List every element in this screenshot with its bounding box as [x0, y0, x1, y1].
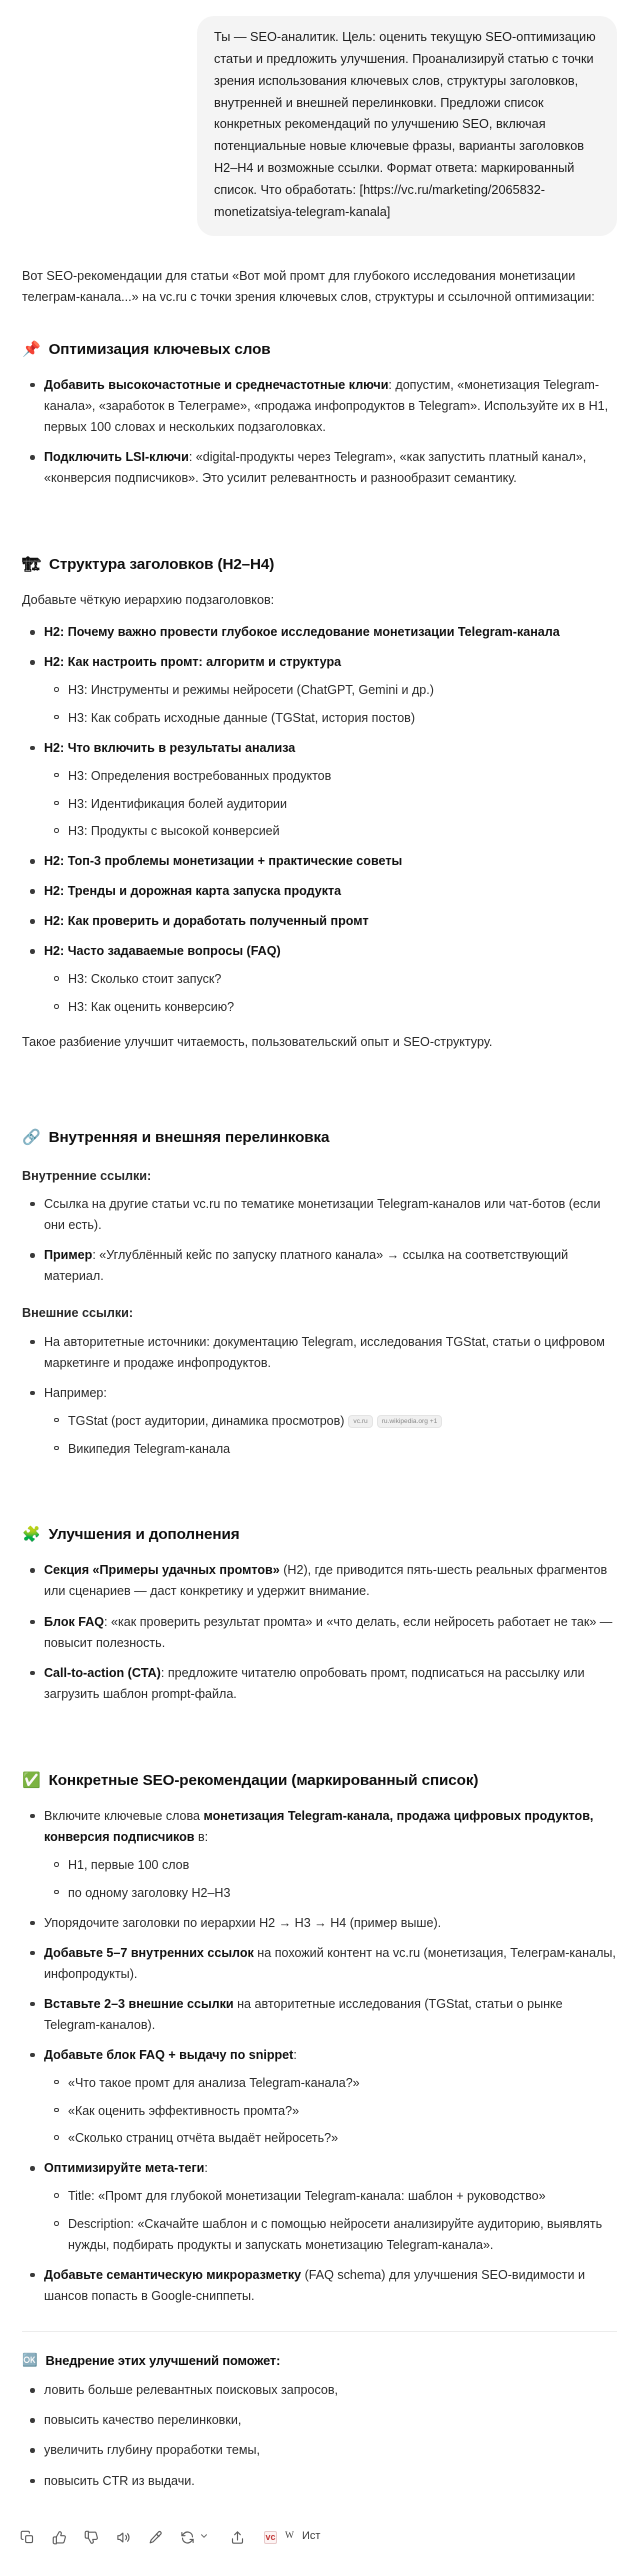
item-lead: Добавьте блок FAQ + выдачу по snippet	[44, 2047, 294, 2062]
item-rest: : «Углублённый кейс по запуску платного канала» → ссылка на соответствующий материал.	[44, 1248, 569, 1284]
subheading-internal-links: Внутренние ссылки:	[22, 1168, 152, 1183]
chevron-down-icon[interactable]	[199, 2527, 209, 2547]
item-lead: Call-to-action (CTA)	[44, 1665, 161, 1680]
list-item: H3: Сколько стоит запуск?	[68, 969, 617, 990]
list-item	[44, 447, 617, 489]
speaker-icon[interactable]	[114, 2528, 133, 2547]
item-text: Ссылка на другие статьи vc.ru по тематике монетизации Telegram-каналов или чат-ботов (если они есть).	[44, 1196, 601, 1232]
list-item	[44, 941, 617, 1018]
pushpin-icon: 📌	[22, 340, 41, 358]
heading-node: H2: Тренды и дорожная карта запуска продукта	[44, 884, 342, 899]
intro-paragraph: Вот SEO-рекомендации для статьи «Вот мой промт для глубокого исследования монетизации телеграм-канала...» на vc.ru с точки зрения ключевых слов, структуры и ссылочной оптимизации:	[22, 268, 595, 305]
section-title: Оптимизация ключевых слов	[48, 340, 271, 358]
section-heading-structure	[22, 554, 617, 576]
meta-tags-children	[44, 2186, 617, 2255]
heading-node: H2: Топ-3 проблемы монетизации + практические советы	[44, 854, 403, 868]
item-rest: (H2), где приводится пять-шесть реальных фрагментов или сценариев — даст конкретику и удержит внимание.	[44, 1563, 608, 1599]
footer-benefits-list	[22, 2380, 617, 2491]
thumbs-up-icon[interactable]	[50, 2528, 69, 2547]
list-item	[44, 2265, 617, 2307]
headings-tree	[22, 622, 617, 1018]
favicon-wikipedia-icon: W	[285, 2531, 294, 2542]
recommendations-list	[22, 1806, 617, 2307]
item-rest: : предложите читателю опробовать промт, подписаться на рассылку или загрузить шаблон prompt-файла.	[44, 1665, 585, 1701]
section-heading-improvements	[22, 1524, 617, 1546]
item-lead: Добавьте семантическую микроразметку	[44, 2267, 302, 2282]
item-rest: (FAQ schema) для улучшения SEO-видимости и шансов попасть в Google-сниппеты.	[44, 2267, 586, 2303]
item-lead: Добавьте 5–7 внутренних ссылок	[44, 1945, 254, 1960]
item-prefix: Включите ключевые слова	[44, 1808, 204, 1823]
list-item	[44, 1245, 617, 1287]
list-item	[44, 2045, 617, 2149]
section-divider	[22, 2331, 617, 2332]
list-item	[44, 1943, 617, 1985]
heading-children	[44, 969, 617, 1018]
list-item	[44, 1994, 617, 2036]
list-item	[44, 375, 617, 438]
list-item: «Что такое промт для анализа Telegram-канала?»	[68, 2073, 617, 2094]
list-item: H3: Определения востребованных продуктов	[68, 766, 617, 787]
list-item	[44, 1612, 617, 1654]
list-item	[44, 622, 617, 643]
construction-icon: 🏗	[22, 556, 41, 574]
list-item	[68, 1411, 617, 1432]
heading-children	[44, 766, 617, 842]
list-item	[44, 851, 617, 872]
external-sources-list	[44, 1411, 617, 1460]
section-heading-recommendations	[22, 1770, 617, 1792]
regenerate-group[interactable]	[178, 2527, 209, 2547]
message-actions-toolbar	[0, 2522, 639, 2552]
item-lead: Блок FAQ	[44, 1614, 105, 1629]
list-item	[44, 2158, 617, 2255]
link-icon: 🔗	[22, 1129, 41, 1147]
sources-group[interactable]	[264, 2528, 320, 2546]
item-rest: :	[293, 2047, 297, 2062]
external-links-list	[22, 1332, 617, 1460]
user-message-bubble[interactable]: Ты — SEO-аналитик. Цель: оценить текущую SEO-оптимизацию статьи и предложить улучшения. Проанализируй статью с точки зрения использования ключевых слов, структуры заголовков, внутренней и внешней перелинковки. Предложи список конкретных рекомендаций по улучшению SEO, включая потенциальные новые ключевые фразы, варианты заголовков H2–H4 и возможные ссылки. Формат ответа: маркированный список. Что обработать: [https://vc.ru/marketing/2065832-monetizatsiya-telegram-kanala]	[197, 16, 617, 236]
check-mark-icon: ✅	[22, 1771, 41, 1789]
item-rest: :	[204, 2161, 208, 2176]
list-item	[44, 911, 617, 932]
source-text: TGStat (рост аудитории, динамика просмотров)	[68, 1413, 345, 1428]
list-item: H3: Идентификация болей аудитории	[68, 794, 617, 815]
share-icon[interactable]	[228, 2528, 247, 2547]
item-lead: монетизация Telegram-канала, продажа цифровых продуктов, конверсия подписчиков	[44, 1808, 594, 1844]
list-item: повысить CTR из выдачи.	[44, 2471, 617, 2492]
list-item	[44, 881, 617, 902]
heading-node: H2: Что включить в результаты анализа	[44, 740, 296, 755]
list-item: H1, первые 100 слов	[68, 1855, 617, 1876]
section-heading-linking	[22, 1127, 617, 1149]
source-chip-wikipedia[interactable]: ru.wikipedia.org +1	[377, 1415, 443, 1428]
list-item	[44, 652, 617, 729]
heading-node: H2: Почему важно провести глубокое исследование монетизации Telegram-канала	[44, 625, 560, 640]
list-item	[44, 1383, 617, 1460]
internal-links-list	[22, 1194, 617, 1287]
refresh-icon[interactable]	[178, 2528, 197, 2547]
list-item	[44, 1913, 617, 1934]
list-item: «Как оценить эффективность промта?»	[68, 2101, 617, 2122]
list-item: Description: «Скачайте шаблон и с помощью нейросети анализируйте аудиторию, выявлять нужды, подбирать продукты и запускать монетизацию Telegram-канала».	[68, 2214, 617, 2256]
list-item: H3: Как собрать исходные данные (TGStat, история постов)	[68, 708, 617, 729]
thumbs-down-icon[interactable]	[82, 2528, 101, 2547]
item-rest: : допустим, «монетизация Telegram-канала», «заработок в Телеграме», «продажа инфопродуктов в Telegram». Используйте их в H1, первых 100 словах и нескольких подзаголовках.	[44, 377, 609, 435]
heading-node: H2: Часто задаваемые вопросы (FAQ)	[44, 944, 281, 959]
item-lead: Добавить высокочастотные и среднечастотные ключи	[44, 377, 389, 392]
list-item	[44, 1560, 617, 1602]
user-message-row	[0, 0, 639, 236]
puzzle-piece-icon: 🧩	[22, 1526, 41, 1544]
footer-title: Внедрение этих улучшений поможет:	[45, 2352, 281, 2368]
heading-children	[44, 680, 617, 729]
list-item: H3: Продукты с высокой конверсией	[68, 821, 617, 842]
item-lead: Пример	[44, 1248, 93, 1263]
item-rest: : «digital-продукты через Telegram», «как запустить платный канал», «конверсия подписчиков». Это усилит релевантность и разнообразит семантику.	[44, 450, 587, 486]
list-item: ловить больше релевантных поисковых запросов,	[44, 2380, 617, 2401]
favicon-vc-icon: vc	[265, 2531, 276, 2542]
keywords-list	[22, 375, 617, 489]
assistant-message	[0, 236, 639, 2492]
section-title: Структура заголовков (H2–H4)	[48, 556, 275, 574]
list-item: «Сколько страниц отчёта выдаёт нейросеть?»	[68, 2128, 617, 2149]
item-rest: в:	[194, 1829, 209, 1844]
list-item: H3: Как оценить конверсию?	[68, 997, 617, 1018]
subheading-external-links: Внешние ссылки:	[22, 1306, 134, 1321]
item-lead: Оптимизируйте мета-теги	[44, 2161, 205, 2176]
list-item: по одному заголовку H2–H3	[68, 1883, 617, 1904]
list-item: Википедия Telegram-канала	[68, 1439, 617, 1460]
item-lead: Секция «Примеры удачных промтов»	[44, 1563, 280, 1578]
structure-closing-paragraph: Такое разбиение улучшит читаемость, пользовательский опыт и SEO-структуру.	[22, 1034, 493, 1049]
section-title: Конкретные SEO-рекомендации (маркированный список)	[48, 1771, 479, 1789]
heading-node: H2: Как проверить и доработать полученный промт	[44, 914, 369, 929]
list-item	[44, 1194, 617, 1236]
section-title: Улучшения и дополнения	[48, 1526, 240, 1544]
item-lead: Подключить LSI-ключи	[44, 450, 189, 465]
section-title: Внутренняя и внешняя перелинковка	[48, 1129, 330, 1147]
improvements-list	[22, 1560, 617, 1704]
list-item	[44, 1806, 617, 1904]
faq-children	[44, 2073, 617, 2149]
list-item: повысить качество перелинковки,	[44, 2410, 617, 2431]
list-item	[44, 1332, 617, 1374]
item-lead: Вставьте 2–3 внешние ссылки	[44, 1996, 234, 2011]
item-rest: на авторитетные исследования (TGStat, статьи о рынке Telegram-каналов).	[44, 1996, 563, 2032]
item-text: На авторитетные источники: документацию Telegram, исследования TGStat, статьи о цифровом маркетинге и продаже инфопродуктов.	[44, 1334, 605, 1370]
source-chip-vc[interactable]: vc.ru	[348, 1415, 372, 1428]
list-item: H3: Инструменты и режимы нейросети (ChatGPT, Gemini и др.)	[68, 680, 617, 701]
section-heading-keywords	[22, 339, 617, 361]
edit-pencil-icon[interactable]	[146, 2528, 165, 2547]
recommendation-children	[44, 1855, 617, 1904]
ok-button-icon: 🆗	[22, 2352, 38, 2367]
item-text: Например:	[44, 1385, 107, 1400]
list-item: Title: «Промт для глубокой монетизации Telegram-канала: шаблон + руководство»	[68, 2186, 617, 2207]
item-rest: на похожий контент на vc.ru (монетизация, Телеграм-каналы, инфопродукты).	[44, 1945, 616, 1981]
item-rest: : «как проверить результат промта» и «что делать, если нейросеть работает не так» — повысит полезность.	[44, 1614, 613, 1650]
list-item	[44, 1663, 617, 1705]
list-item: увеличить глубину проработки темы,	[44, 2440, 617, 2461]
list-item	[44, 738, 617, 842]
heading-node: H2: Как настроить промт: алгоритм и структура	[44, 655, 342, 670]
copy-icon[interactable]	[18, 2528, 37, 2547]
item-text: Упорядочите заголовки по иерархии H2 → H3 → H4 (пример выше).	[44, 1915, 442, 1930]
sources-label[interactable]: Ист	[302, 2530, 321, 2543]
structure-lead-paragraph: Добавьте чёткую иерархию подзаголовков:	[22, 593, 275, 608]
footer-heading	[22, 2352, 617, 2371]
